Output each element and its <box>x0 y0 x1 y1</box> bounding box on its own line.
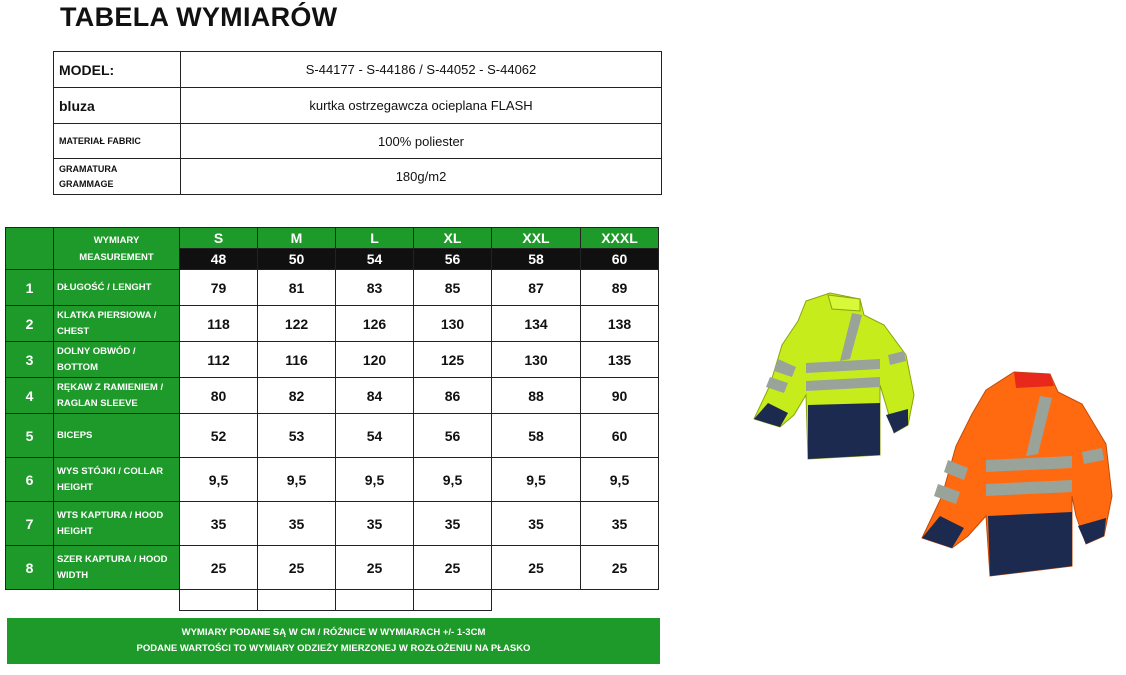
measurement-value: 25 <box>492 546 581 590</box>
header-corner <box>6 228 54 270</box>
info-row-grammage <box>54 159 662 195</box>
measurement-label-line2: BOTTOM <box>57 361 98 373</box>
empty-cell <box>336 590 414 611</box>
measurement-value: 52 <box>180 414 258 458</box>
measurement-value: 80 <box>180 378 258 414</box>
measurement-row <box>6 342 659 378</box>
measurement-value: 9,5 <box>414 458 492 502</box>
measurement-label <box>54 458 180 502</box>
measurement-value: 35 <box>336 502 414 546</box>
info-label-line2: GRAMMAGE <box>59 178 114 189</box>
eu-size: 58 <box>492 249 581 270</box>
measurement-value: 35 <box>180 502 258 546</box>
measurement-value: 85 <box>414 270 492 306</box>
row-number: 7 <box>6 502 54 546</box>
measurement-label <box>54 414 180 458</box>
info-value: kurtka ostrzegawcza ocieplana FLASH <box>181 88 662 124</box>
row-number: 8 <box>6 546 54 590</box>
size-name: S <box>180 228 258 249</box>
orange-hi-vis-jacket-image <box>916 366 1126 581</box>
measurement-value: 56 <box>414 414 492 458</box>
measurement-label <box>54 546 180 590</box>
measurement-label <box>54 342 180 378</box>
eu-size: 48 <box>180 249 258 270</box>
measurement-label-line1: RĘKAW Z RAMIENIEM / <box>57 381 164 393</box>
eu-size: 60 <box>581 249 659 270</box>
eu-size: 50 <box>258 249 336 270</box>
measurement-value: 86 <box>414 378 492 414</box>
empty-cell <box>581 590 659 611</box>
row-number: 1 <box>6 270 54 306</box>
size-header-row <box>6 228 659 249</box>
page-title: TABELA WYMIARÓW <box>60 2 338 32</box>
measurement-value: 81 <box>258 270 336 306</box>
measurement-row <box>6 306 659 342</box>
measurement-label-line1: DOLNY OBWÓD / <box>57 345 136 357</box>
info-value: 180g/m2 <box>181 159 662 195</box>
measurement-value: 9,5 <box>336 458 414 502</box>
info-value: S-44177 - S-44186 / S-44052 - S-44062 <box>181 52 662 88</box>
measurement-value: 125 <box>414 342 492 378</box>
measurement-label-line2: WIDTH <box>57 569 89 581</box>
empty-cell <box>414 590 492 611</box>
measurement-header-line1: WYMIARY <box>93 234 140 246</box>
measurement-label-line1: BICEPS <box>57 429 93 441</box>
measurement-label-line1: DŁUGOŚĆ / LENGHT <box>57 281 152 293</box>
measurement-value: 9,5 <box>258 458 336 502</box>
footer-line1: WYMIARY PODANE SĄ W CM / RÓŻNICE W WYMIARACH +/- 1-3CM <box>181 627 486 638</box>
measurement-value: 134 <box>492 306 581 342</box>
info-row-type <box>54 88 662 124</box>
measurement-value: 35 <box>258 502 336 546</box>
measurement-value: 25 <box>336 546 414 590</box>
info-row-fabric <box>54 124 662 159</box>
eu-size: 54 <box>336 249 414 270</box>
measurement-value: 25 <box>414 546 492 590</box>
size-name: L <box>336 228 414 249</box>
empty-cell <box>180 590 258 611</box>
measurement-value: 82 <box>258 378 336 414</box>
measurement-value: 35 <box>492 502 581 546</box>
measurement-value: 25 <box>180 546 258 590</box>
size-name: M <box>258 228 336 249</box>
measurement-label-line2: CHEST <box>57 325 90 337</box>
measurement-value: 9,5 <box>180 458 258 502</box>
measurement-value: 90 <box>581 378 659 414</box>
row-number: 3 <box>6 342 54 378</box>
info-value: 100% poliester <box>181 124 662 159</box>
measurement-value: 35 <box>414 502 492 546</box>
measurement-value: 87 <box>492 270 581 306</box>
empty-cell <box>492 590 581 611</box>
measurement-row <box>6 546 659 590</box>
row-number: 5 <box>6 414 54 458</box>
measurement-label <box>54 306 180 342</box>
measurement-value: 112 <box>180 342 258 378</box>
measurement-value: 88 <box>492 378 581 414</box>
measurement-label <box>54 502 180 546</box>
measurement-value: 79 <box>180 270 258 306</box>
measurement-value: 130 <box>414 306 492 342</box>
info-label <box>54 159 181 195</box>
footer-line2: PODANE WARTOŚCI TO WYMIARY ODZIEŻY MIERZONEJ W ROZŁOŻENIU NA PŁASKO <box>136 643 531 654</box>
measurement-value: 83 <box>336 270 414 306</box>
measurement-row <box>6 378 659 414</box>
measurement-label-line2: RAGLAN SLEEVE <box>57 397 138 409</box>
empty-cell <box>258 590 336 611</box>
measurement-value: 54 <box>336 414 414 458</box>
measurement-label-line1: WYS STÓJKI / COLLAR <box>57 465 164 477</box>
measurement-value: 9,5 <box>492 458 581 502</box>
size-name: XL <box>414 228 492 249</box>
empty-cell <box>6 590 54 611</box>
size-name: XXL <box>492 228 581 249</box>
info-row-model <box>54 52 662 88</box>
size-table <box>5 227 659 611</box>
measurement-value: 118 <box>180 306 258 342</box>
eu-size: 56 <box>414 249 492 270</box>
measurement-value: 130 <box>492 342 581 378</box>
measurement-value: 25 <box>581 546 659 590</box>
measurement-rows <box>6 270 659 590</box>
measurement-value: 135 <box>581 342 659 378</box>
measurement-row <box>6 414 659 458</box>
product-info-table <box>53 51 662 195</box>
measurement-value: 138 <box>581 306 659 342</box>
measurement-label <box>54 270 180 306</box>
yellow-hi-vis-jacket-image <box>748 285 918 465</box>
row-number: 6 <box>6 458 54 502</box>
measurement-label-line1: SZER KAPTURA / HOOD <box>57 553 168 565</box>
measurement-row <box>6 502 659 546</box>
measurement-value: 53 <box>258 414 336 458</box>
measurement-value: 9,5 <box>581 458 659 502</box>
info-label: MATERIAŁ FABRIC <box>54 124 181 159</box>
info-label-line1: GRAMATURA <box>59 163 118 174</box>
measurement-header <box>54 228 180 270</box>
measurement-value: 35 <box>581 502 659 546</box>
measurement-label-line2: HEIGHT <box>57 525 93 537</box>
measurement-value: 126 <box>336 306 414 342</box>
measurement-value: 89 <box>581 270 659 306</box>
measurement-label <box>54 378 180 414</box>
measurement-value: 122 <box>258 306 336 342</box>
empty-row <box>6 590 659 611</box>
measurement-value: 120 <box>336 342 414 378</box>
measurement-header-line2: MEASUREMENT <box>79 251 154 263</box>
measurement-value: 84 <box>336 378 414 414</box>
footer-note <box>7 618 660 664</box>
measurement-value: 116 <box>258 342 336 378</box>
measurement-row <box>6 458 659 502</box>
measurement-value: 58 <box>492 414 581 458</box>
measurement-label-line2: HEIGHT <box>57 481 93 493</box>
empty-cell <box>54 590 180 611</box>
measurement-value: 60 <box>581 414 659 458</box>
measurement-value: 25 <box>258 546 336 590</box>
size-name: XXXL <box>581 228 659 249</box>
info-label: bluza <box>54 88 181 124</box>
row-number: 4 <box>6 378 54 414</box>
row-number: 2 <box>6 306 54 342</box>
info-label: MODEL: <box>54 52 181 88</box>
measurement-label-line1: KLATKA PIERSIOWA / <box>57 309 157 321</box>
measurement-label-line1: WTS KAPTURA / HOOD <box>57 509 164 521</box>
measurement-row <box>6 270 659 306</box>
